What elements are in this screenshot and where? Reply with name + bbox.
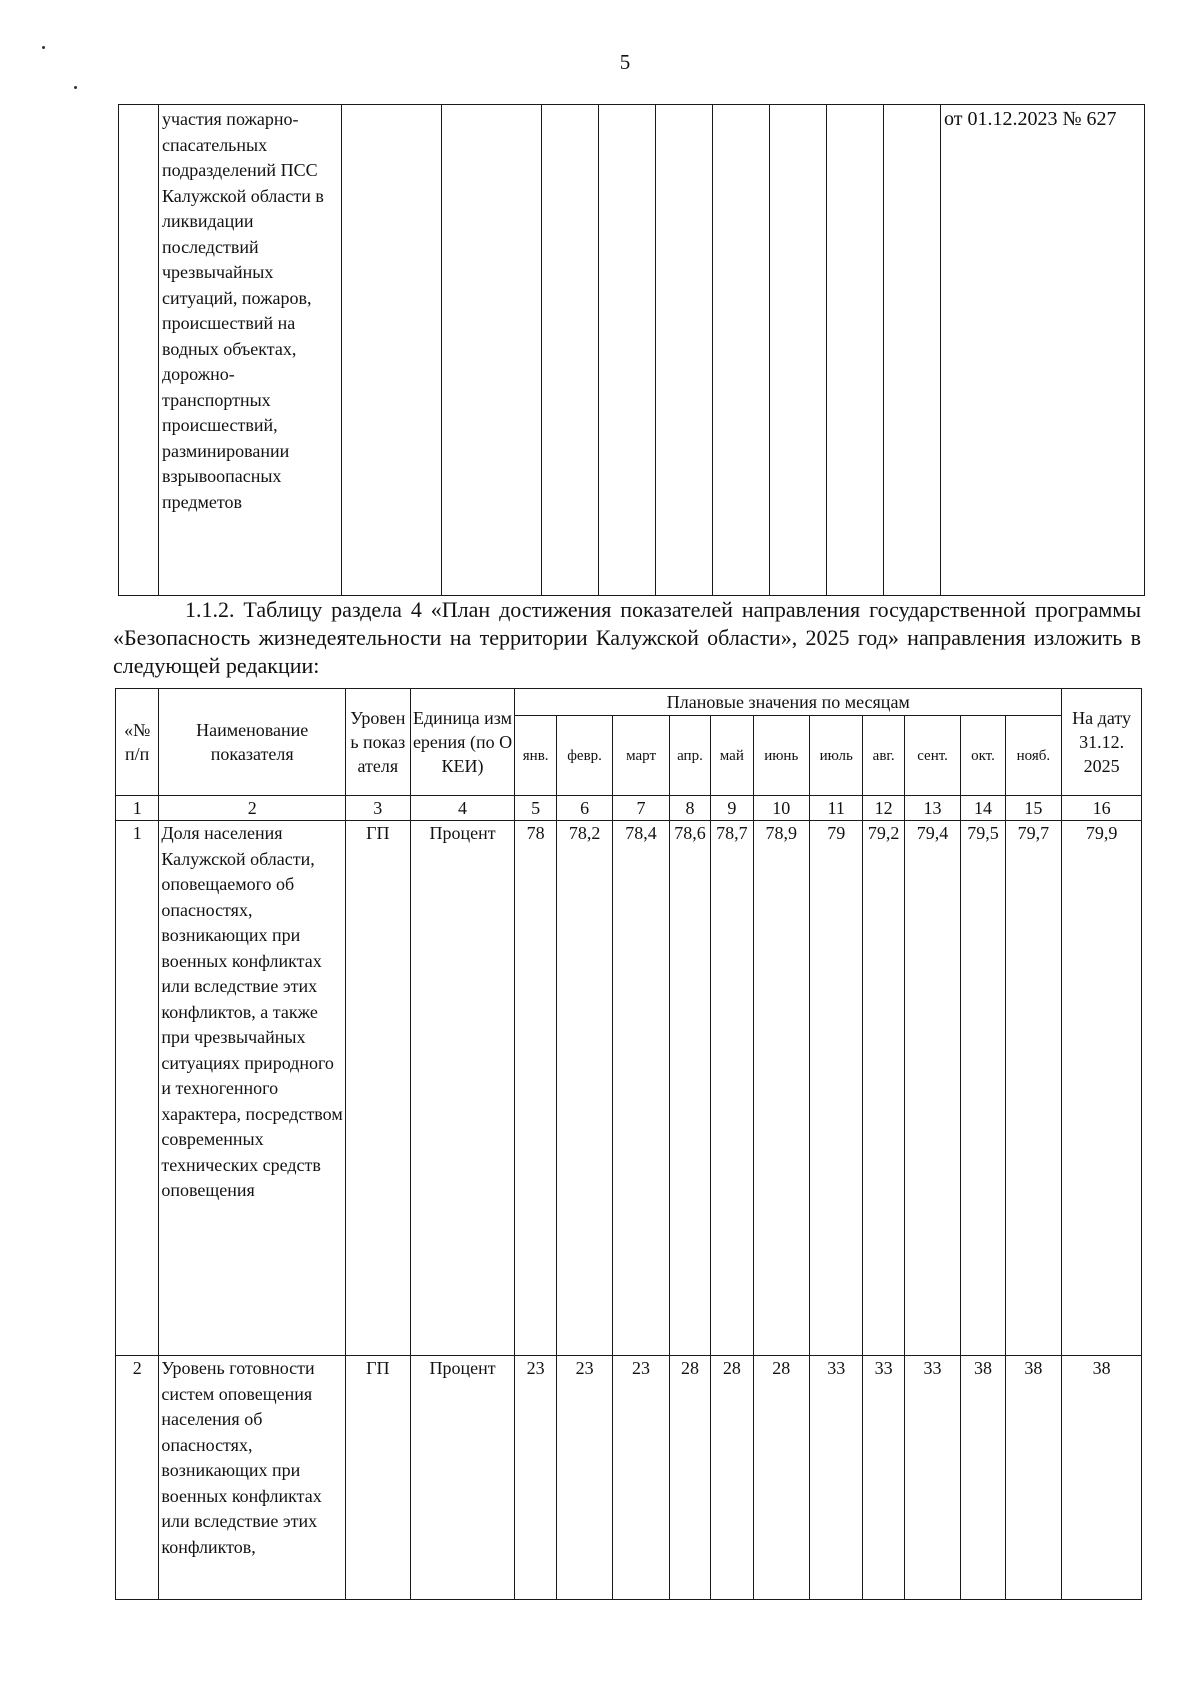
column-number: 5	[515, 796, 556, 821]
header-month: июль	[810, 716, 863, 796]
header-month: апр.	[669, 716, 710, 796]
month-value: 79,2	[863, 821, 904, 1356]
indicator-name-continuation: участия пожарно-спасательных подразделений ПСС Калужской области в ликвидации последствий чрезвычайных ситуаций, пожаров, происшествий на водных объектах, дорожно-транспортных происшествий, разминировании взрывоопасных предметов	[159, 105, 342, 596]
cell-empty	[119, 105, 159, 596]
header-month: окт.	[961, 716, 1005, 796]
row-number: 2	[116, 1356, 159, 1600]
header-month: июнь	[753, 716, 809, 796]
month-value: 28	[753, 1356, 809, 1600]
column-number: 11	[810, 796, 863, 821]
month-value: 79,5	[961, 821, 1005, 1356]
column-number: 12	[863, 796, 904, 821]
header-month: февр.	[556, 716, 612, 796]
cell-empty	[713, 105, 770, 596]
column-number: 2	[159, 796, 346, 821]
page-number: 5	[619, 50, 631, 74]
indicator-name: Уровень готовности систем оповещения населения об опасностях, возникающих при военных конфликтах или вследствие этих конфликтов,	[159, 1356, 346, 1600]
header-month: нояб.	[1005, 716, 1062, 796]
month-value: 78,2	[556, 821, 612, 1356]
scan-speck	[42, 46, 45, 49]
month-value: 33	[863, 1356, 904, 1600]
scan-speck	[74, 86, 77, 89]
month-value: 78,6	[669, 821, 710, 1356]
month-value: 23	[613, 1356, 669, 1600]
column-number: 7	[613, 796, 669, 821]
month-value: 33	[904, 1356, 960, 1600]
plan-table	[115, 688, 1142, 1600]
month-value: 28	[669, 1356, 710, 1600]
month-value: 28	[711, 1356, 753, 1600]
column-number: 6	[556, 796, 612, 821]
column-number: 13	[904, 796, 960, 821]
column-number: 10	[753, 796, 809, 821]
final-value: 38	[1062, 1356, 1142, 1600]
header-planned: Плановые значения по месяцам	[515, 689, 1062, 716]
row-number: 1	[116, 821, 159, 1356]
column-number: 9	[711, 796, 753, 821]
document-reference: от 01.12.2023 № 627	[941, 105, 1145, 596]
month-value: 78,7	[711, 821, 753, 1356]
month-value: 38	[1005, 1356, 1062, 1600]
month-value: 38	[961, 1356, 1005, 1600]
cell-empty	[542, 105, 599, 596]
column-number: 3	[346, 796, 411, 821]
indicator-level: ГП	[346, 1356, 411, 1600]
column-number: 1	[116, 796, 159, 821]
month-value: 78	[515, 821, 556, 1356]
header-level: Уровень показателя	[346, 689, 411, 796]
indicator-unit: Процент	[410, 1356, 515, 1600]
final-value: 79,9	[1062, 821, 1142, 1356]
column-number: 8	[669, 796, 710, 821]
header-month: сент.	[904, 716, 960, 796]
cell-empty	[656, 105, 713, 596]
month-value: 79,4	[904, 821, 960, 1356]
cell-empty	[827, 105, 884, 596]
cell-empty	[342, 105, 442, 596]
paragraph-text: 1.1.2. Таблицу раздела 4 «План достижения показателей направления государственной программы «Безопасность жизнедеятельности на территории Калужской области», 2025 год» направления изложить в следующей редакции:	[113, 597, 1141, 678]
header-month: авг.	[863, 716, 904, 796]
cell-empty	[599, 105, 656, 596]
column-number: 14	[961, 796, 1005, 821]
month-value: 23	[515, 1356, 556, 1600]
amendment-paragraph	[113, 596, 1141, 680]
month-value: 78,9	[753, 821, 809, 1356]
column-number: 4	[410, 796, 515, 821]
month-value: 23	[556, 1356, 612, 1600]
cell-empty	[442, 105, 542, 596]
month-value: 79,7	[1005, 821, 1062, 1356]
header-date: На дату 31.12. 2025	[1062, 689, 1142, 796]
cell-empty	[884, 105, 941, 596]
month-value: 79	[810, 821, 863, 1356]
cell-empty	[770, 105, 827, 596]
header-name: Наименование показателя	[159, 689, 346, 796]
month-value: 33	[810, 1356, 863, 1600]
header-month: май	[711, 716, 753, 796]
indicator-unit: Процент	[410, 821, 515, 1356]
header-unit: Единица измерения (по ОКЕИ)	[410, 689, 515, 796]
previous-table-continuation	[118, 104, 1145, 596]
column-number: 16	[1062, 796, 1142, 821]
header-month: янв.	[515, 716, 556, 796]
indicator-level: ГП	[346, 821, 411, 1356]
month-value: 78,4	[613, 821, 669, 1356]
header-month: март	[613, 716, 669, 796]
header-num: «№ п/п	[116, 689, 159, 796]
column-number: 15	[1005, 796, 1062, 821]
indicator-name: Доля населения Калужской области, оповещаемого об опасностях, возникающих при военных конфликтах или вследствие этих конфликтов, а также при чрезвычайных ситуациях природного и техногенного характера, посредством современных технических средств оповещения	[159, 821, 346, 1356]
